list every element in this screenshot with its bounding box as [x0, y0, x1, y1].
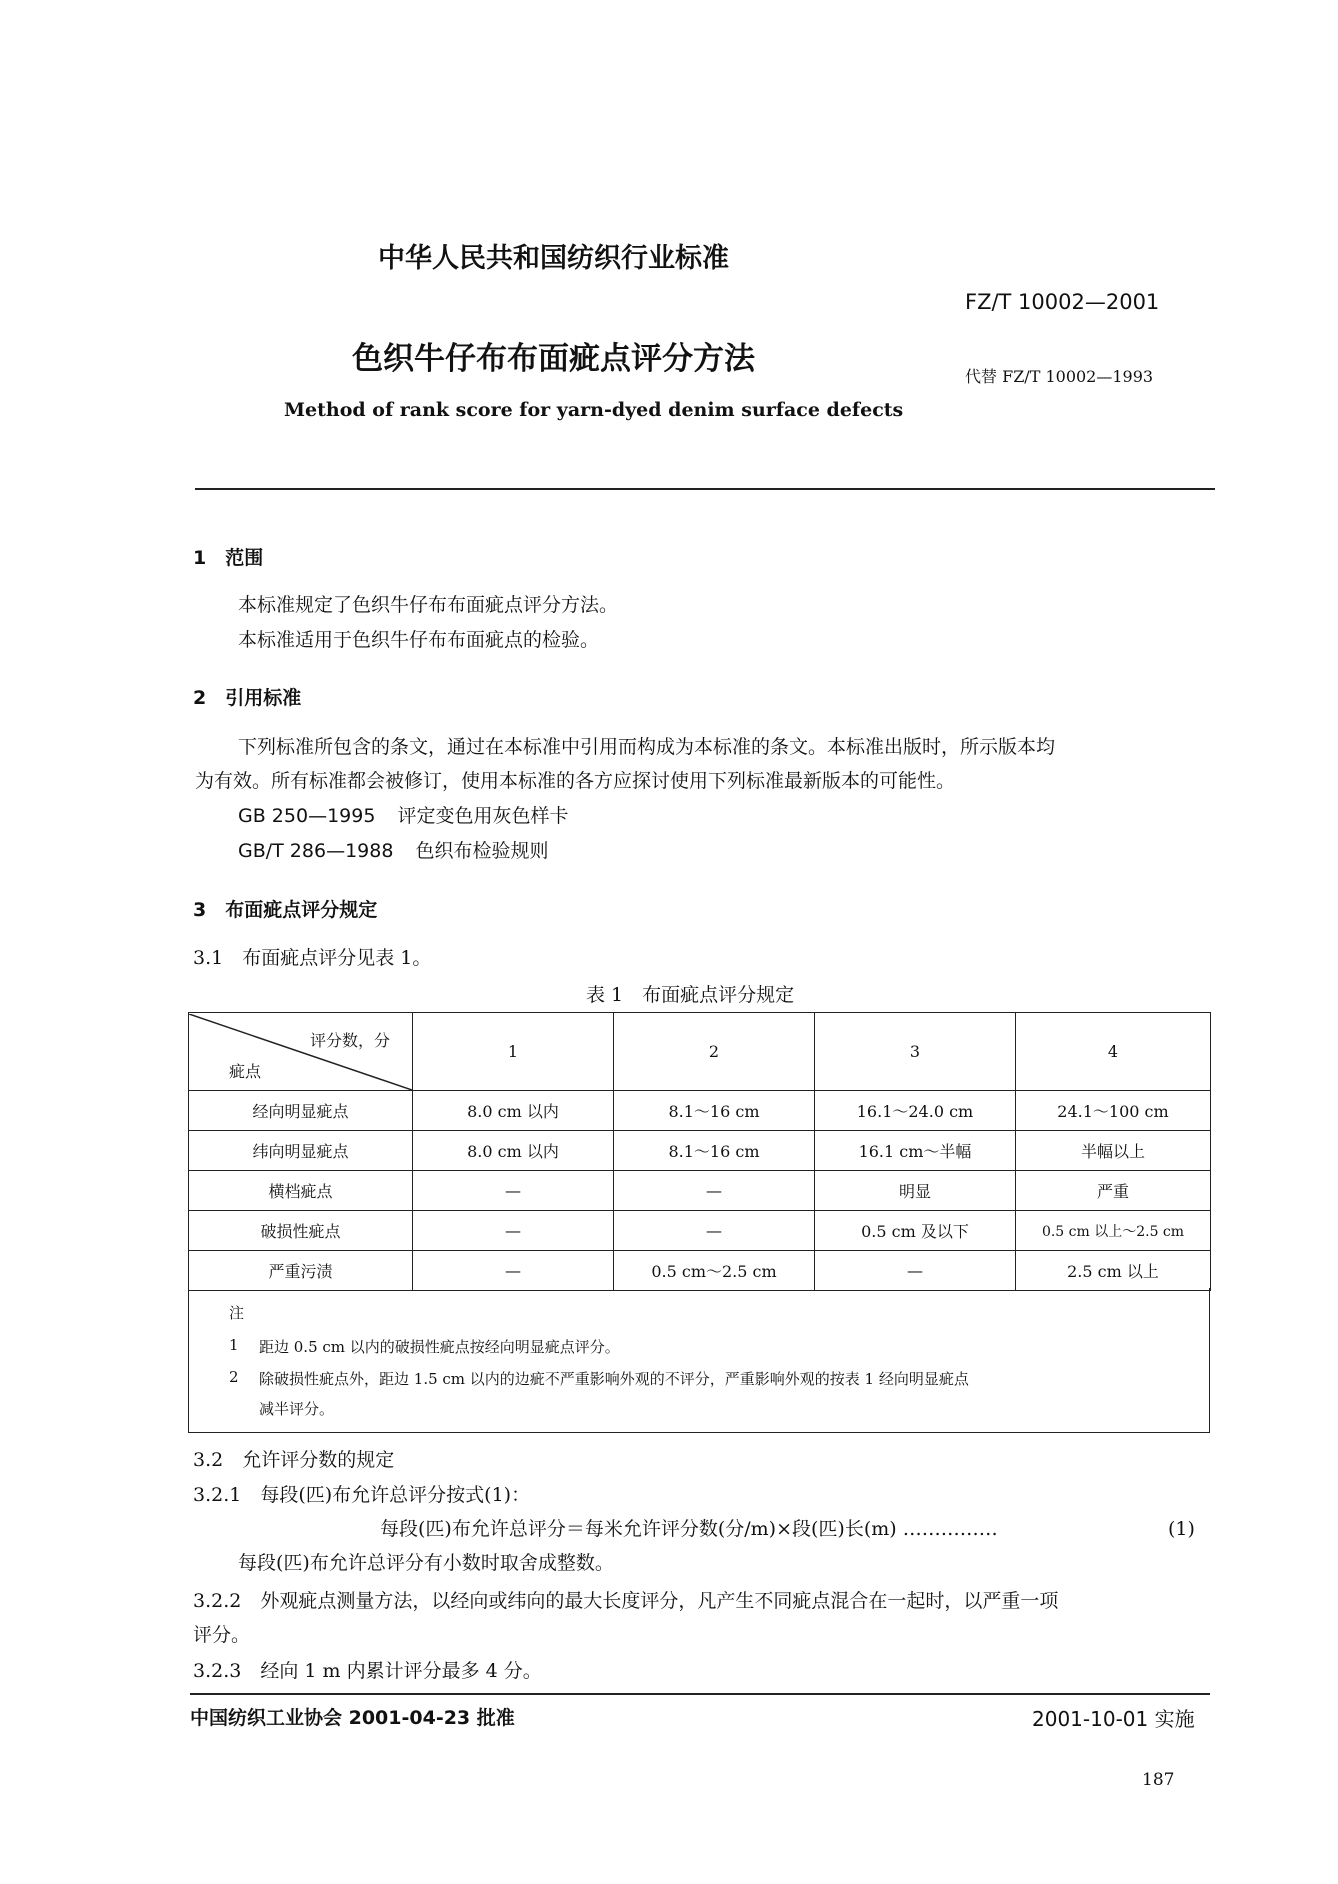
table-row — [189, 1251, 1211, 1291]
section-2-heading: 2 引用标准 — [193, 687, 302, 709]
section-2-para-line-1: 下列标准所包含的条文，通过在本标准中引用而构成为本标准的条文。本标准出版时，所示版本均 — [238, 736, 1056, 758]
section-3-heading: 3 布面疵点评分规定 — [193, 899, 378, 921]
note-number: 2 — [229, 1368, 239, 1386]
table-cell: 8.1～16 cm — [614, 1131, 815, 1171]
english-title: Method of rank score for yarn-dyed denim surface defects — [284, 399, 904, 421]
column-header: 1 — [413, 1013, 614, 1091]
table-notes — [188, 1288, 1210, 1433]
footer-rule — [190, 1693, 1210, 1695]
row-header: 严重污渍 — [189, 1251, 413, 1291]
table-cell: — — [413, 1171, 614, 1211]
row-header: 纬向明显疵点 — [189, 1131, 413, 1171]
reference-name: 色织布检验规则 — [415, 840, 549, 862]
section-3-2-heading: 3.2 允许评分数的规定 — [193, 1449, 395, 1471]
defect-score-table — [188, 1012, 1211, 1291]
table-cell: — — [815, 1251, 1016, 1291]
diagonal-divider — [189, 1014, 412, 1090]
table-row — [189, 1211, 1211, 1251]
section-3-2-3: 3.2.3 经向 1 m 内累计评分最多 4 分。 — [193, 1660, 542, 1682]
formula: 每段(匹)布允许总评分＝每米允许评分数(分/m)×段(匹)长(m) …………… — [380, 1518, 998, 1540]
table-cell: 16.1 cm～半幅 — [815, 1131, 1016, 1171]
table-cell: 0.5 cm～2.5 cm — [614, 1251, 815, 1291]
reference-item — [238, 805, 568, 828]
table-cell: 16.1～24.0 cm — [815, 1091, 1016, 1131]
page-number: 187 — [1142, 1770, 1175, 1790]
reference-code: GB/T 286—1988 — [238, 840, 394, 862]
row-header: 经向明显疵点 — [189, 1091, 413, 1131]
section-3-2-2-line-2: 评分。 — [193, 1624, 251, 1646]
corner-score-label: 评分数，分 — [309, 1030, 390, 1050]
implementation-date: 2001-10-01 实施 — [1032, 1707, 1195, 1731]
table-cell: 24.1～100 cm — [1016, 1091, 1211, 1131]
column-header: 2 — [614, 1013, 815, 1091]
column-header: 4 — [1016, 1013, 1211, 1091]
section-1-para-1: 本标准规定了色织牛仔布布面疵点评分方法。 — [238, 594, 619, 616]
formula-note: 每段(匹)布允许总评分有小数时取舍成整数。 — [238, 1552, 614, 1574]
replaces-standard: 代替 FZ/T 10002—1993 — [965, 367, 1154, 386]
table-cell: — — [614, 1211, 815, 1251]
section-1-heading: 1 范围 — [193, 547, 264, 569]
table-cell: — — [413, 1211, 614, 1251]
table-cell: 0.5 cm 以上～2.5 cm — [1016, 1211, 1211, 1251]
document-title: 色织牛仔布布面疵点评分方法 — [352, 341, 755, 377]
table-row — [189, 1171, 1211, 1211]
table-cell: 2.5 cm 以上 — [1016, 1251, 1211, 1291]
section-1-para-2: 本标准适用于色织牛仔布布面疵点的检验。 — [238, 629, 600, 651]
column-header: 3 — [815, 1013, 1016, 1091]
table-cell: 8.1～16 cm — [614, 1091, 815, 1131]
note-number: 1 — [229, 1336, 239, 1354]
row-header: 横档疵点 — [189, 1171, 413, 1211]
section-3-2-2-line-1: 3.2.2 外观疵点测量方法，以经向或纬向的最大长度评分，凡产生不同疵点混合在一起时，以严重一项 — [193, 1590, 1059, 1612]
standard-org-title: 中华人民共和国纺织行业标准 — [378, 243, 729, 274]
reference-name: 评定变色用灰色样卡 — [397, 805, 569, 827]
table-row — [189, 1091, 1211, 1131]
approval-line: 中国纺织工业协会 2001-04-23 批准 — [190, 1707, 515, 1729]
formula-number: (1) — [1168, 1518, 1195, 1540]
table-cell: — — [614, 1171, 815, 1211]
table-cell: — — [413, 1251, 614, 1291]
table-caption: 表 1 布面疵点评分规定 — [586, 984, 795, 1006]
table-cell: 半幅以上 — [1016, 1131, 1211, 1171]
table-header-row — [189, 1013, 1211, 1091]
table-cell: 严重 — [1016, 1171, 1211, 1211]
table-corner-cell — [189, 1013, 413, 1091]
section-3-1: 3.1 布面疵点评分见表 1。 — [193, 947, 432, 969]
table-cell: 8.0 cm 以内 — [413, 1091, 614, 1131]
standard-code: FZ/T 10002—2001 — [965, 290, 1160, 314]
note-text-continued: 减半评分。 — [259, 1400, 335, 1418]
notes-label: 注 — [229, 1304, 245, 1322]
note-text: 距边 0.5 cm 以内的破损性疵点按经向明显疵点评分。 — [259, 1338, 620, 1356]
section-2-para-line-2: 为有效。所有标准都会被修订，使用本标准的各方应探讨使用下列标准最新版本的可能性。 — [195, 770, 956, 792]
corner-defect-label: 疵点 — [229, 1061, 262, 1081]
table-cell: 8.0 cm 以内 — [413, 1131, 614, 1171]
table-cell: 明显 — [815, 1171, 1016, 1211]
table-cell: 0.5 cm 及以下 — [815, 1211, 1016, 1251]
reference-code: GB 250—1995 — [238, 805, 376, 827]
table-row — [189, 1131, 1211, 1171]
header-rule — [195, 488, 1215, 490]
row-header: 破损性疵点 — [189, 1211, 413, 1251]
note-text: 除破损性疵点外，距边 1.5 cm 以内的边疵不严重影响外观的不评分，严重影响外观的按表 1 经向明显疵点 — [259, 1370, 969, 1388]
section-3-2-1: 3.2.1 每段(匹)布允许总评分按式(1)： — [193, 1484, 531, 1506]
reference-item — [238, 840, 549, 863]
